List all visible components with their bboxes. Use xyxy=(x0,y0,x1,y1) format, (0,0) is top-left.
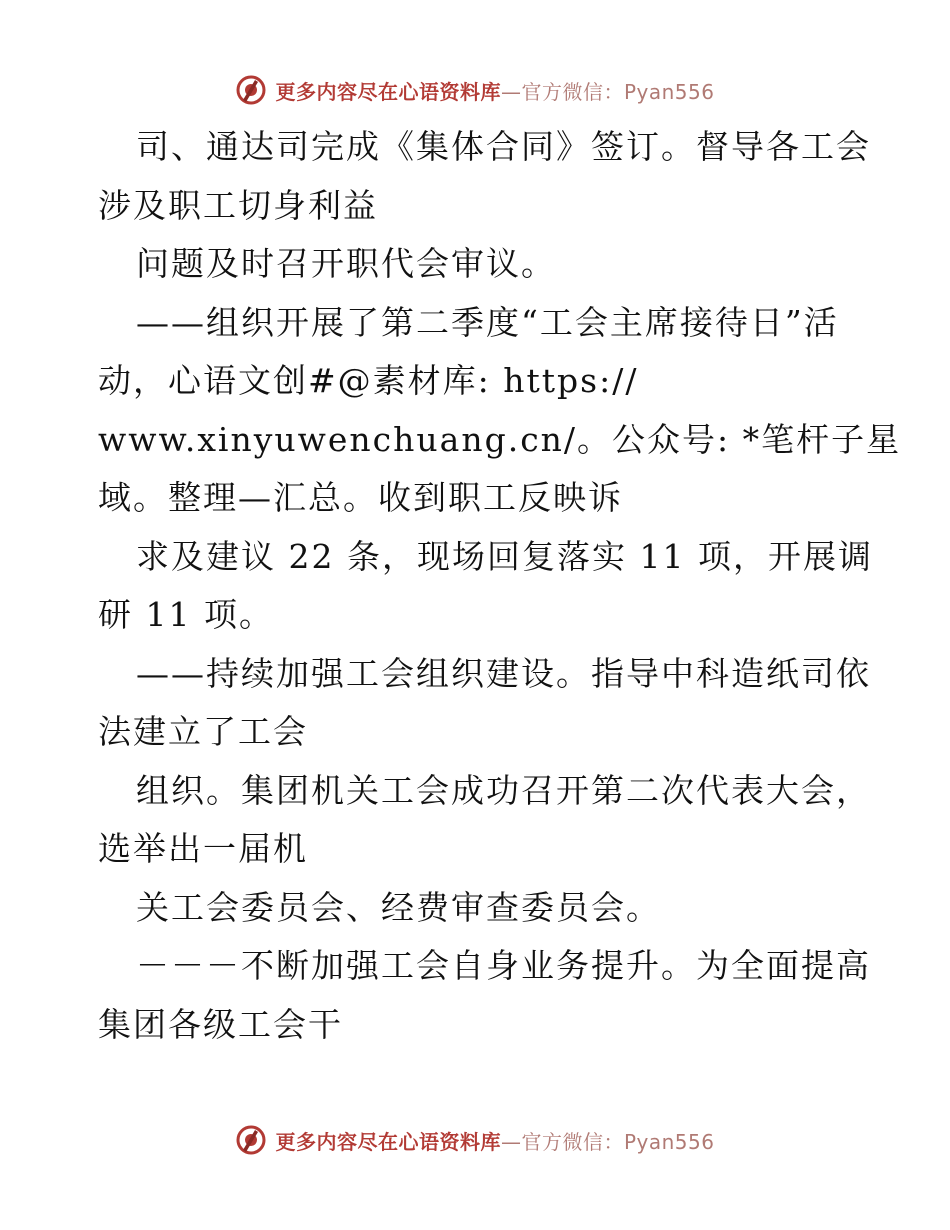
body-line: 集团各级工会干 xyxy=(98,1004,343,1044)
body-line: 域。整理—汇总。收到职工反映诉 xyxy=(98,478,623,517)
footer-banner-text xyxy=(275,1126,714,1155)
body-line: 涉及职工切身利益 xyxy=(98,185,378,225)
body-line: －－－不断加强工会自身业务提升。为全面提高 xyxy=(136,946,871,985)
body-line: 组织。集团机关工会成功召开第二次代表大会， xyxy=(136,770,871,810)
footer-banner xyxy=(0,1120,950,1160)
header-banner xyxy=(0,70,950,110)
body-line: 选举出一届机 xyxy=(98,829,308,868)
body-line: 关工会委员会、经费审查委员会。 xyxy=(136,887,661,927)
body-line: 问题及时召开职代会审议。 xyxy=(136,244,556,283)
body-line: 求及建议 22 条，现场回复落实 11 项，开展调 xyxy=(136,536,873,576)
document-body xyxy=(98,118,902,1054)
banner-main-text: 更多内容尽在心语资料库 xyxy=(275,79,501,104)
body-line: www.xinyuwenchuang.cn/。公众号: *笔杆子星 xyxy=(98,419,902,459)
brand-logo-icon xyxy=(235,1124,267,1156)
body-line: 研 11 项。 xyxy=(98,595,274,634)
banner-main-text: 更多内容尽在心语资料库 xyxy=(275,1129,501,1154)
banner-wechat-text: 官方微信：Pyan556 xyxy=(521,1129,715,1154)
brand-logo-icon xyxy=(235,74,267,106)
body-line: 动，心语文创#@素材库: https:// xyxy=(98,361,639,400)
body-line: ——组织开展了第二季度“工会主席接待日”活 xyxy=(136,302,839,342)
body-line: ——持续加强工会组织建设。指导中科造纸司依 xyxy=(136,653,871,693)
header-banner-text xyxy=(275,76,714,105)
banner-wechat-text: 官方微信：Pyan556 xyxy=(521,79,715,104)
banner-separator: — xyxy=(500,79,522,104)
body-line: 司、通达司完成《集体合同》签订。督导各工会 xyxy=(136,127,871,166)
body-line: 法建立了工会 xyxy=(98,712,308,751)
banner-separator: — xyxy=(500,1129,522,1154)
